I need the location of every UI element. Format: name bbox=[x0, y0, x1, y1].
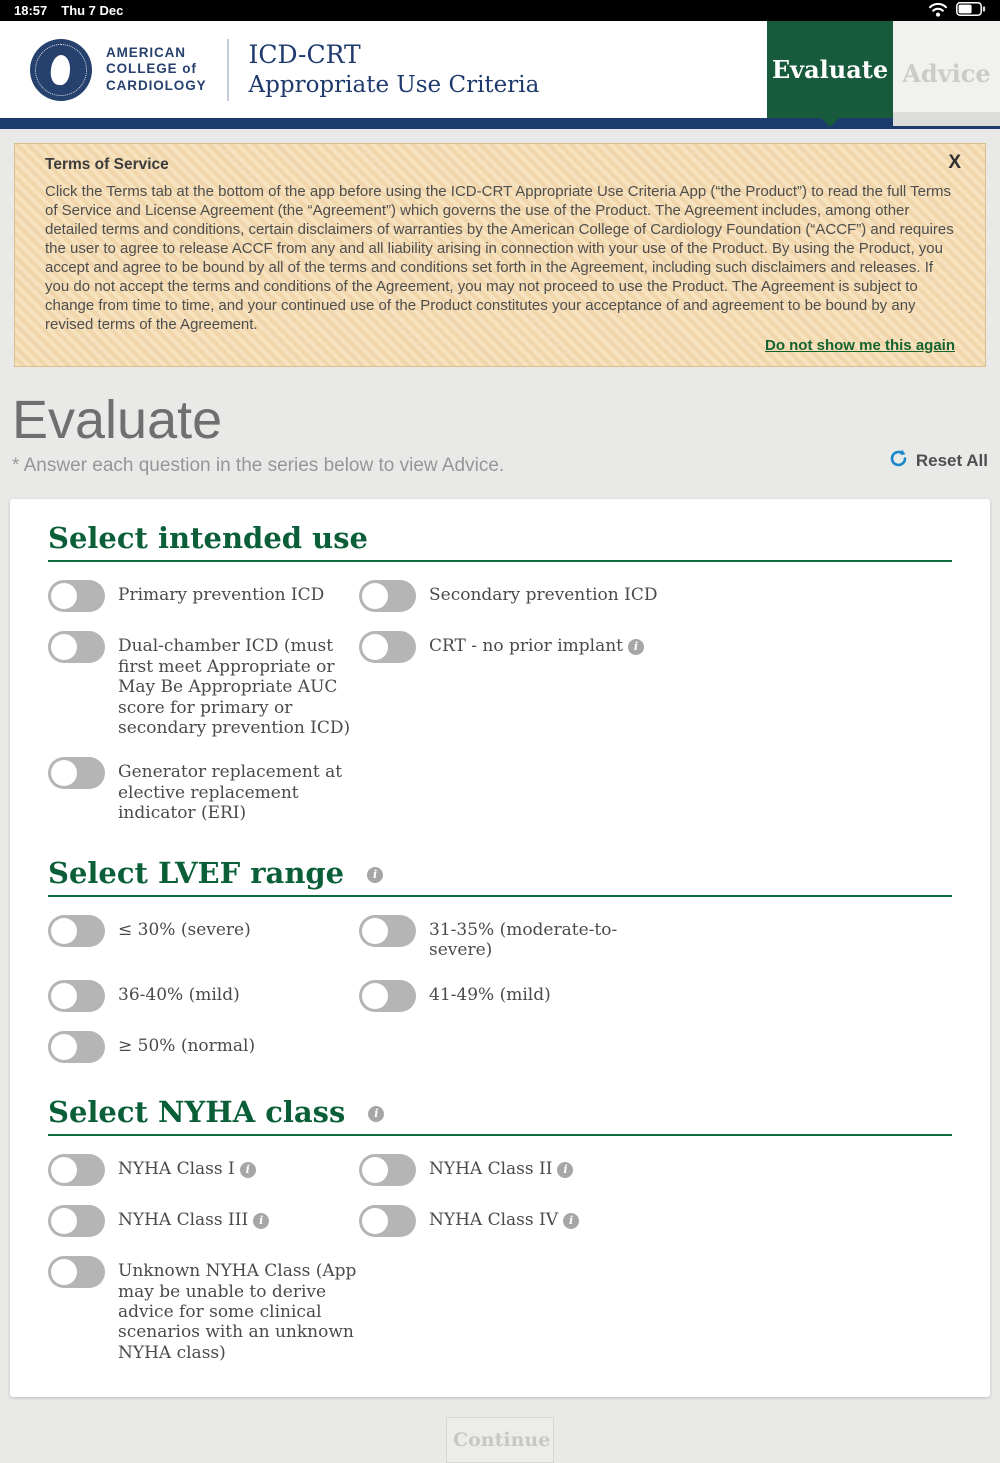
logo-line-3: CARDIOLOGY bbox=[106, 77, 207, 93]
option-label: Primary prevention ICD bbox=[118, 585, 325, 606]
toggle-switch[interactable] bbox=[48, 757, 105, 789]
option-label: 36-40% (mild) bbox=[118, 984, 240, 1005]
battery-icon bbox=[956, 2, 986, 19]
app-title-line-2: Appropriate Use Criteria bbox=[248, 71, 540, 98]
toggle-knob bbox=[362, 1208, 388, 1234]
option-label: CRT - no prior implant i bbox=[429, 631, 644, 656]
reset-all-label: Reset All bbox=[915, 451, 988, 470]
continue-button[interactable]: Continue bbox=[446, 1417, 554, 1463]
lvef-options bbox=[48, 915, 952, 1063]
toggle-knob bbox=[51, 760, 77, 786]
option-nyha-class-4 bbox=[359, 1205, 952, 1237]
option-label: Dual-chamber ICD (must first meet Appropriate or May Be Appropriate AUC score for primary or secondary prevention ICD) bbox=[118, 636, 351, 738]
toggle-switch[interactable] bbox=[48, 1205, 105, 1237]
app-header bbox=[0, 21, 1000, 118]
info-icon[interactable]: i bbox=[368, 1106, 384, 1122]
option-label: 31-35% (moderate-to-severe) bbox=[429, 920, 618, 961]
nyha-options bbox=[48, 1154, 952, 1363]
section-lvef-head bbox=[48, 855, 952, 897]
toggle-switch[interactable] bbox=[359, 1205, 416, 1237]
option-dual-chamber-icd bbox=[48, 631, 359, 738]
toggle-knob bbox=[362, 634, 388, 660]
page-head-text bbox=[12, 391, 504, 477]
option-label: Generator replacement at elective replacement indicator (ERI) bbox=[118, 762, 343, 824]
toggle-switch[interactable] bbox=[48, 631, 105, 663]
toggle-knob bbox=[51, 583, 77, 609]
option-label: 41-49% (mild) bbox=[429, 984, 551, 1005]
info-icon[interactable]: i bbox=[557, 1162, 573, 1178]
info-icon[interactable]: i bbox=[367, 867, 383, 883]
toggle-knob bbox=[51, 918, 77, 944]
toggle-knob bbox=[362, 983, 388, 1009]
dismiss-tos-link[interactable]: Do not show me this again bbox=[764, 337, 955, 354]
logo-line-1: AMERICAN bbox=[106, 44, 186, 60]
toggle-knob bbox=[362, 583, 388, 609]
option-label: NYHA Class IV i bbox=[429, 1205, 579, 1230]
toggle-switch[interactable] bbox=[359, 631, 416, 663]
tos-title: Terms of Service bbox=[45, 156, 169, 173]
tos-banner bbox=[14, 143, 986, 367]
status-time: 18:57 bbox=[14, 3, 48, 18]
wifi-icon bbox=[928, 2, 948, 20]
toggle-knob bbox=[51, 1259, 77, 1285]
option-label: ≥ 50% (normal) bbox=[118, 1035, 256, 1056]
close-icon[interactable]: X bbox=[944, 148, 965, 178]
option-crt-no-prior-implant bbox=[359, 631, 952, 663]
toggle-switch[interactable] bbox=[48, 980, 105, 1012]
option-nyha-class-2 bbox=[359, 1154, 952, 1186]
option-generator-replacement bbox=[48, 757, 359, 823]
reset-icon bbox=[889, 449, 908, 473]
tos-body: Click the Terms tab at the bottom of the app before using the ICD-CRT Appropriate Use Criteria App (“the Product”) to read the full Terms of Service and License Agreement (the “Agreement”) which governs the use of the Product. The Agreement includes, among other detailed terms and conditions, certain disclaimers of warranties by the American College of Cardiology Foundation (“ACCF”) and requires the user to agree to release ACCF from any and all liability arising in connection with your use of the Product. By using the Product, you accept and agree to be bound by all of the terms and conditions set forth in the Agreement, including such disclaimers and releases. If you do not accept the terms and conditions of the Agreement, you may not proceed to use the Product. The Agreement is subject to change from time to time, and your continued use of the Product constitutes your acceptance of and agreement to be bound by any revised terms of the Agreement. bbox=[45, 183, 954, 333]
section-title: Select NYHA class bbox=[48, 1094, 346, 1129]
option-label: Unknown NYHA Class (App may be unable to derive advice for some clinical scenarios with an unknown NYHA class) bbox=[118, 1261, 357, 1363]
toggle-switch[interactable] bbox=[48, 1031, 105, 1063]
toggle-knob bbox=[51, 634, 77, 660]
toggle-switch[interactable] bbox=[48, 915, 105, 947]
info-icon[interactable]: i bbox=[253, 1213, 269, 1229]
info-icon[interactable]: i bbox=[628, 639, 644, 655]
section-title: Select intended use bbox=[48, 521, 369, 555]
logo-line-2: COLLEGE of bbox=[106, 61, 197, 77]
toggle-knob bbox=[51, 1157, 77, 1183]
info-icon[interactable]: i bbox=[240, 1162, 256, 1178]
option-nyha-class-1 bbox=[48, 1154, 359, 1186]
continue-row bbox=[0, 1417, 1000, 1463]
option-nyha-unknown bbox=[48, 1256, 359, 1363]
status-date: Thu 7 Dec bbox=[61, 3, 124, 18]
toggle-switch[interactable] bbox=[359, 1154, 416, 1186]
app-title bbox=[249, 40, 540, 100]
toggle-switch[interactable] bbox=[48, 1154, 105, 1186]
toggle-knob bbox=[51, 1208, 77, 1234]
reset-all-button[interactable] bbox=[889, 449, 988, 477]
acc-brand bbox=[30, 39, 207, 101]
acc-logo-seal bbox=[30, 39, 92, 101]
page-title: Evaluate bbox=[12, 390, 223, 450]
option-label: NYHA Class I i bbox=[118, 1154, 256, 1179]
option-lvef-31-35 bbox=[359, 915, 952, 961]
tab-advice[interactable] bbox=[893, 21, 1000, 126]
info-icon[interactable]: i bbox=[563, 1213, 579, 1229]
page-head bbox=[0, 367, 1000, 477]
toggle-switch[interactable] bbox=[359, 915, 416, 947]
toggle-knob bbox=[362, 918, 388, 944]
intended-use-options bbox=[48, 580, 952, 823]
status-bar bbox=[0, 0, 1000, 21]
acc-logo-text bbox=[106, 45, 207, 95]
tab-active-notch bbox=[821, 118, 839, 127]
toggle-knob bbox=[362, 1157, 388, 1183]
evaluate-form-card bbox=[10, 499, 990, 1397]
toggle-knob bbox=[51, 983, 77, 1009]
tos-link-row bbox=[45, 337, 955, 355]
toggle-switch[interactable] bbox=[48, 580, 105, 612]
option-lvef-41-49 bbox=[359, 980, 952, 1012]
toggle-switch[interactable] bbox=[359, 980, 416, 1012]
toggle-knob bbox=[51, 1034, 77, 1060]
section-nyha-head bbox=[48, 1094, 952, 1136]
toggle-switch[interactable] bbox=[48, 1256, 105, 1288]
toggle-switch[interactable] bbox=[359, 580, 416, 612]
section-intended-use bbox=[48, 523, 952, 824]
option-lvef-le-30 bbox=[48, 915, 359, 947]
option-primary-prevention-icd bbox=[48, 580, 359, 612]
option-label: ≤ 30% (severe) bbox=[118, 920, 251, 940]
tab-evaluate[interactable] bbox=[767, 21, 893, 118]
section-lvef-range bbox=[48, 855, 952, 1063]
tab-evaluate-label: Evaluate bbox=[771, 55, 889, 84]
option-nyha-class-3 bbox=[48, 1205, 359, 1237]
option-label: Secondary prevention ICD bbox=[429, 585, 658, 606]
page-subtitle: * Answer each question in the series below to view Advice. bbox=[12, 455, 505, 476]
option-secondary-prevention-icd bbox=[359, 580, 952, 612]
option-lvef-36-40 bbox=[48, 980, 359, 1012]
section-intended-use-head bbox=[48, 523, 952, 562]
section-nyha-class bbox=[48, 1094, 952, 1363]
option-label: NYHA Class III i bbox=[118, 1205, 269, 1230]
option-label: NYHA Class II i bbox=[429, 1154, 573, 1179]
header-accent-bar bbox=[0, 118, 1000, 129]
header-divider bbox=[227, 39, 229, 101]
section-title: Select LVEF range bbox=[48, 855, 345, 890]
tab-advice-label: Advice bbox=[902, 59, 991, 88]
option-lvef-ge-50 bbox=[48, 1031, 359, 1063]
status-left bbox=[14, 3, 137, 18]
app-title-line-1: ICD-CRT bbox=[248, 39, 361, 69]
status-right bbox=[928, 2, 986, 20]
tab-bar bbox=[767, 21, 1000, 118]
